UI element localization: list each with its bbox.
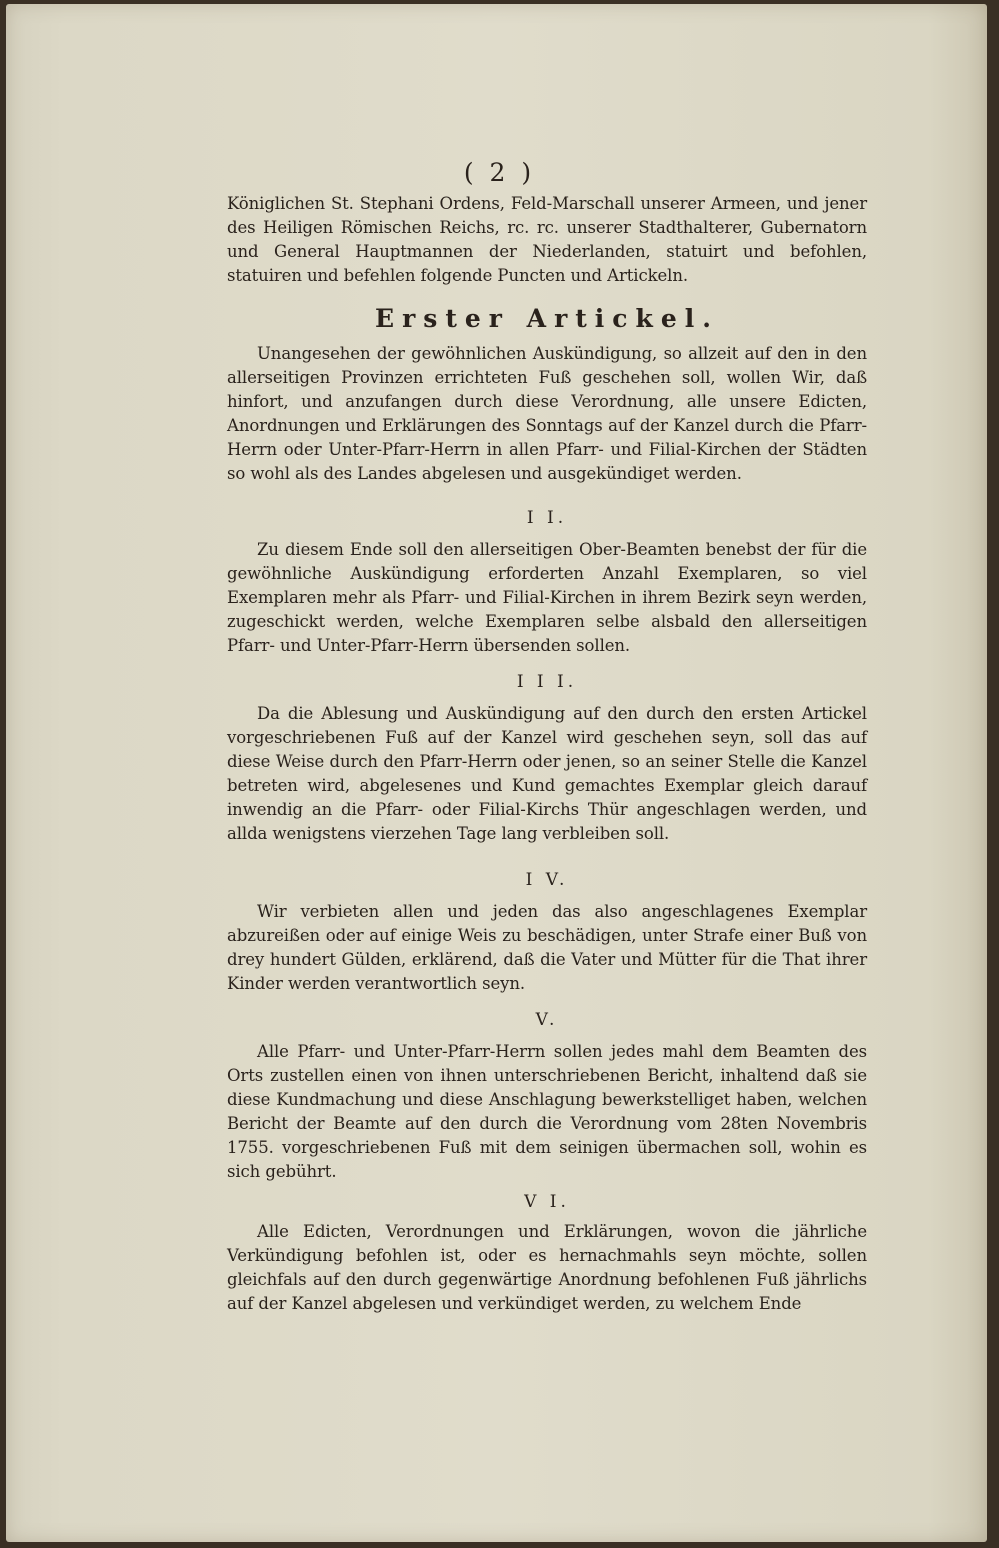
section-text-4: Wir verbieten allen und jeden das also angeschlagenes Exemplar abzureißen oder auf einige Weis zu beschädigen, unter Strafe einer Buß von drey hundert Gülden, erklärend, daß die Vater und Mütter für die That ihrer Kinder werden verantwortlich seyn. [227,902,867,993]
section-heading-3: I I I. [516,672,578,692]
section-body-3 [227,702,867,846]
section-heading-6: V I. [524,1192,570,1212]
section-body-4 [227,900,867,996]
intro-text: Königlichen St. Stephani Ordens, Feld-Marschall unserer Armeen, und jener des Heiligen Römischen Reichs, rc. rc. unserer Stadthalterer, Gubernatorn und General Hauptmannen der Niederlanden, statuirt und befohlen, statuiren und befehlen folgende Puncten und Artickeln. [227,194,867,285]
section-heading-1: Erster Artickel. [375,304,719,333]
intro-paragraph [227,192,867,288]
section-body-1 [227,342,867,486]
section-heading-5: V. [535,1010,559,1030]
section-text-3: Da die Ablesung und Auskündigung auf den durch den ersten Artickel vorgeschriebenen Fuß auf der Kanzel wird geschehen seyn, soll das auf diese Weise durch den Pfarr-Herrn oder jenen, so an seiner Stelle die Kanzel betreten wird, abgelesenes und Kund gemachtes Exemplar gleich darauf inwendig an die Pfarr- oder Filial-Kirchs Thür angeschlagen werden, und allda wenigstens vierzehen Tage lang verbleiben soll. [227,704,867,843]
section-body-2 [227,538,867,658]
section-text-1: Unangesehen der gewöhnlichen Auskündigung, so allzeit auf den in den allerseitigen Provinzen errichteten Fuß geschehen soll, wollen Wir, daß hinfort, und anzufangen durch diese Verordnung, alle unsere Edicten, Anordnungen und Erklärungen des Sonntags auf der Kanzel durch die Pfarr-Herrn oder Unter-Pfarr-Herrn in allen Pfarr- und Filial-Kirchen der Städten so wohl als des Landes abgelesen und ausgekündiget werden. [227,344,867,483]
section-text-6: Alle Edicten, Verordnungen und Erklärungen, wovon die jährliche Verkündigung befohlen ist, oder es hernachmahls seyn möchte, sollen gleichfals auf den durch gegenwärtige Anordnung befohlenen Fuß jährlichs auf der Kanzel abgelesen und verkündiget werden, zu welchem Ende [227,1222,867,1313]
section-heading-4: I V. [525,870,569,890]
section-heading-2: I I. [526,508,568,528]
page-number: ( 2 ) [463,158,536,187]
section-body-5 [227,1040,867,1184]
section-text-5: Alle Pfarr- und Unter-Pfarr-Herrn sollen jedes mahl dem Beamten des Orts zustellen einen von ihnen unterschriebenen Bericht, inhaltend daß sie diese Kundmachung und diese Anschlagung bewerkstelliget haben, welchen Bericht der Beamte auf den durch die Verordnung vom 28ten Novembris 1755. vorgeschriebenen Fuß mit dem seinigen übermachen soll, wohin es sich gebührt. [227,1042,867,1181]
section-body-6 [227,1220,867,1316]
section-text-2: Zu diesem Ende soll den allerseitigen Ober-Beamten benebst der für die gewöhnliche Auskündigung erforderten Anzahl Exemplaren, so viel Exemplaren mehr als Pfarr- und Filial-Kirchen in ihrem Bezirk seyn werden, zugeschickt werden, welche Exemplaren selbe alsbald den allerseitigen Pfarr- und Unter-Pfarr-Herrn übersenden sollen. [227,540,867,655]
